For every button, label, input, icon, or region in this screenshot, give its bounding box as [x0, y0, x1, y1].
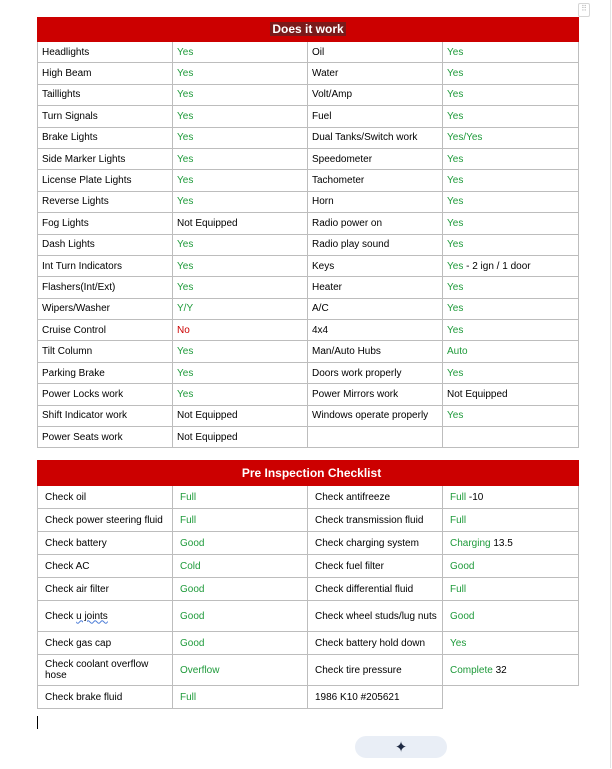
- item-label: Water: [308, 63, 443, 84]
- item-label: High Beam: [38, 63, 173, 84]
- item-value: Yes: [173, 255, 308, 276]
- item-label: Check oil: [38, 486, 173, 509]
- item-value: Yes: [443, 362, 579, 383]
- item-value: Yes: [443, 277, 579, 298]
- table-row: [38, 578, 579, 601]
- item-label: Check coolant overflow hose: [38, 655, 173, 686]
- item-label: Tachometer: [308, 170, 443, 191]
- item-value: Not Equipped: [443, 384, 579, 405]
- item-value: Good: [443, 601, 579, 632]
- item-value: Auto: [443, 341, 579, 362]
- item-label: 4x4: [308, 320, 443, 341]
- item-label: Check tire pressure: [308, 655, 443, 686]
- table-title: Pre Inspection Checklist: [38, 461, 579, 486]
- item-value: Yes: [173, 277, 308, 298]
- table-row: [38, 277, 579, 298]
- item-value: Yes: [173, 42, 308, 63]
- item-label: Check fuel filter: [308, 555, 443, 578]
- table-row: [38, 427, 579, 448]
- item-label: Check transmission fluid: [308, 509, 443, 532]
- item-value: Yes: [173, 384, 308, 405]
- table-title: Does it work: [38, 18, 579, 42]
- does-it-work-table: [37, 17, 579, 448]
- item-value: Yes: [173, 362, 308, 383]
- table-row: [38, 384, 579, 405]
- item-value: Yes - 2 ign / 1 door: [443, 255, 579, 276]
- item-label: A/C: [308, 298, 443, 319]
- table-row: [38, 170, 579, 191]
- item-label: Fog Lights: [38, 213, 173, 234]
- item-label: Check charging system: [308, 532, 443, 555]
- item-label: Shift Indicator work: [38, 405, 173, 426]
- sparkle-icon: ✦: [394, 738, 408, 756]
- item-label: Check battery: [38, 532, 173, 555]
- item-value: Good: [173, 532, 308, 555]
- item-value: Yes: [443, 63, 579, 84]
- item-label: Check battery hold down: [308, 632, 443, 655]
- item-value: Yes: [443, 298, 579, 319]
- table-row: [38, 486, 579, 509]
- table-row: [38, 42, 579, 63]
- item-label: Power Seats work: [38, 427, 173, 448]
- item-label: Heater: [308, 277, 443, 298]
- item-value: Yes: [443, 84, 579, 105]
- item-value: [443, 427, 579, 448]
- item-value: Full: [173, 509, 308, 532]
- item-value: Yes: [443, 234, 579, 255]
- item-label: Check wheel studs/lug nuts: [308, 601, 443, 632]
- item-label: Power Locks work: [38, 384, 173, 405]
- item-label: Check air filter: [38, 578, 173, 601]
- item-value: Yes: [173, 127, 308, 148]
- item-label: Windows operate properly: [308, 405, 443, 426]
- table-row: [38, 341, 579, 362]
- item-value: Yes: [443, 405, 579, 426]
- item-value: Yes: [173, 341, 308, 362]
- item-label: Radio power on: [308, 213, 443, 234]
- item-value: Y/Y: [173, 298, 308, 319]
- drag-handle-icon[interactable]: ⠿: [578, 3, 590, 17]
- item-label: Int Turn Indicators: [38, 255, 173, 276]
- item-label: Doors work properly: [308, 362, 443, 383]
- item-value: Yes: [173, 170, 308, 191]
- item-value: Full: [173, 486, 308, 509]
- item-label: Keys: [308, 255, 443, 276]
- table-row: [38, 298, 579, 319]
- pre-inspection-table: [37, 460, 579, 709]
- item-value: No: [173, 320, 308, 341]
- table-row: [38, 320, 579, 341]
- table-row: [38, 555, 579, 578]
- item-value: [443, 686, 579, 709]
- item-label: [308, 427, 443, 448]
- item-label: Man/Auto Hubs: [308, 341, 443, 362]
- item-label: Check antifreeze: [308, 486, 443, 509]
- item-label: Dash Lights: [38, 234, 173, 255]
- item-value: Good: [173, 578, 308, 601]
- item-value: Not Equipped: [173, 213, 308, 234]
- item-value: Good: [173, 601, 308, 632]
- item-label: Parking Brake: [38, 362, 173, 383]
- item-label: Radio play sound: [308, 234, 443, 255]
- item-label: Check differential fluid: [308, 578, 443, 601]
- item-value: Yes/Yes: [443, 127, 579, 148]
- item-label: Wipers/Washer: [38, 298, 173, 319]
- item-label: Turn Signals: [38, 106, 173, 127]
- table-row: [38, 532, 579, 555]
- item-label: Check gas cap: [38, 632, 173, 655]
- item-value: Yes: [443, 148, 579, 169]
- item-label: 1986 K10 #205621: [308, 686, 443, 709]
- ai-assist-button[interactable]: [355, 736, 447, 758]
- table-row: [38, 106, 579, 127]
- item-value: Not Equipped: [173, 405, 308, 426]
- item-label: Brake Lights: [38, 127, 173, 148]
- item-label: Tilt Column: [38, 341, 173, 362]
- table-row: [38, 255, 579, 276]
- item-value: Yes: [443, 191, 579, 212]
- item-value: Cold: [173, 555, 308, 578]
- table-row: [38, 191, 579, 212]
- table-row: [38, 234, 579, 255]
- item-value: Yes: [173, 148, 308, 169]
- table-row: [38, 601, 579, 632]
- item-value: Yes: [173, 234, 308, 255]
- item-label: Speedometer: [308, 148, 443, 169]
- item-value: Full: [173, 686, 308, 709]
- item-label: Side Marker Lights: [38, 148, 173, 169]
- item-value: Not Equipped: [173, 427, 308, 448]
- item-label: Flashers(Int/Ext): [38, 277, 173, 298]
- table-row: [38, 405, 579, 426]
- item-value: Complete 32: [443, 655, 579, 686]
- item-label: Fuel: [308, 106, 443, 127]
- item-value: Good: [443, 555, 579, 578]
- table-row: [38, 127, 579, 148]
- item-value: Yes: [443, 213, 579, 234]
- item-value: Yes: [173, 106, 308, 127]
- item-label: Check u joints: [38, 601, 173, 632]
- item-value: Overflow: [173, 655, 308, 686]
- item-value: Yes: [443, 106, 579, 127]
- text-cursor: [37, 716, 38, 729]
- item-value: Full: [443, 509, 579, 532]
- table-row: [38, 655, 579, 686]
- item-value: Yes: [443, 170, 579, 191]
- item-value: Charging 13.5: [443, 532, 579, 555]
- table-row: [38, 509, 579, 532]
- item-label: Check brake fluid: [38, 686, 173, 709]
- item-label: Volt/Amp: [308, 84, 443, 105]
- item-label: Power Mirrors work: [308, 384, 443, 405]
- item-label: Check AC: [38, 555, 173, 578]
- item-label: Cruise Control: [38, 320, 173, 341]
- table-row: [38, 362, 579, 383]
- item-label: Oil: [308, 42, 443, 63]
- item-label: License Plate Lights: [38, 170, 173, 191]
- item-value: Yes: [173, 191, 308, 212]
- item-value: Yes: [443, 320, 579, 341]
- item-label: Taillights: [38, 84, 173, 105]
- item-value: Yes: [443, 632, 579, 655]
- item-value: Good: [173, 632, 308, 655]
- item-label: Check power steering fluid: [38, 509, 173, 532]
- table-row: [38, 686, 579, 709]
- item-value: Full: [443, 578, 579, 601]
- item-label: Dual Tanks/Switch work: [308, 127, 443, 148]
- item-label: Headlights: [38, 42, 173, 63]
- item-label: Horn: [308, 191, 443, 212]
- item-value: Yes: [173, 84, 308, 105]
- item-label: Reverse Lights: [38, 191, 173, 212]
- table-row: [38, 213, 579, 234]
- item-value: Yes: [173, 63, 308, 84]
- item-value: Full -10: [443, 486, 579, 509]
- table-row: [38, 63, 579, 84]
- table-row: [38, 148, 579, 169]
- table-row: [38, 632, 579, 655]
- item-value: Yes: [443, 42, 579, 63]
- table-row: [38, 84, 579, 105]
